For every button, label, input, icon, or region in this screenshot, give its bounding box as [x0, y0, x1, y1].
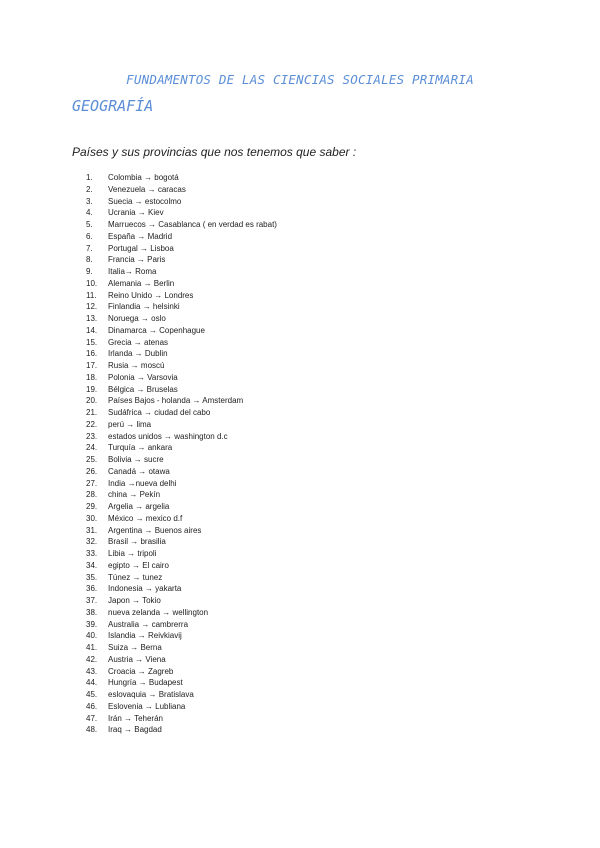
list-item-number: 12. [86, 302, 98, 312]
list-item-number: 44. [86, 678, 98, 688]
list-item-number: 41. [86, 643, 98, 652]
section-heading: GEOGRAFÍA [72, 97, 154, 115]
list-item-text: Polonia → Varsovia [108, 372, 178, 382]
list-item [86, 489, 277, 501]
list-item [86, 207, 277, 219]
list-item [86, 654, 277, 666]
list-item-text: Argentina → Buenos aires [108, 525, 202, 535]
list-item [86, 560, 277, 572]
list-item-number: 23. [86, 431, 98, 441]
list-item-number: 7. [86, 243, 93, 253]
list-item-text: Iraq → Bagdad [108, 725, 162, 735]
list-item [86, 466, 277, 478]
list-item-text: Dinamarca → Copenhague [108, 325, 205, 335]
list-item-number: 38. [86, 607, 98, 617]
list-item [86, 313, 277, 325]
list-item-number: 21. [86, 408, 98, 417]
list-item-text: Turquía → ankara [108, 443, 173, 453]
list-item-text: Australia → cambrerra [108, 619, 189, 629]
list-item-text: India →nueva delhi [108, 478, 177, 488]
list-item [86, 290, 277, 302]
list-item-number: 48. [86, 725, 98, 735]
list-item-number: 24. [86, 443, 98, 453]
list-item [86, 266, 277, 278]
list-item [86, 501, 277, 513]
list-item [86, 478, 277, 490]
list-item-number: 11. [86, 290, 97, 300]
list-item-text: Canadá → otawa [108, 466, 170, 476]
list-item [86, 572, 277, 584]
list-item [86, 325, 277, 337]
list-item-number: 5. [86, 220, 93, 229]
list-item-number: 33. [86, 549, 98, 558]
list-item-text: Indonesia → yakarta [108, 584, 182, 594]
list-item-text: Suiza → Berna [108, 643, 162, 652]
list-item-text: eslovaquia → Bratislava [108, 690, 194, 699]
list-item-text: Francia → Paris [108, 255, 166, 265]
list-item-text: Bélgica → Bruselas [108, 384, 178, 394]
list-item-text: Libia → tripoli [108, 549, 157, 558]
list-item-number: 10. [86, 278, 98, 288]
list-item-text: Reino Unido → Londres [108, 290, 194, 300]
list-item-text: Austria → Viena [108, 654, 166, 664]
list-item [86, 583, 277, 595]
list-item [86, 525, 277, 537]
list-item-text: china → Pekín [108, 490, 161, 500]
list-item-number: 2. [86, 184, 93, 194]
list-item [86, 172, 277, 184]
list-item-number: 40. [86, 631, 98, 641]
list-item [86, 713, 277, 725]
list-item-number: 14. [86, 325, 98, 335]
list-item [86, 724, 277, 736]
list-item [86, 301, 277, 313]
list-item-number: 22. [86, 419, 98, 429]
list-item-number: 18. [86, 372, 98, 382]
list-item-number: 20. [86, 396, 98, 406]
list-item-text: egipto → El cairo [108, 560, 169, 570]
list-item-text: Venezuela → caracas [108, 184, 186, 194]
list-item-text: Eslovenia → Lubliana [108, 701, 186, 711]
list-item [86, 360, 277, 372]
list-item [86, 701, 277, 713]
list-item [86, 348, 277, 360]
list-item-text: Brasil → brasilia [108, 537, 166, 547]
document-title: FUNDAMENTOS DE LAS CIENCIAS SOCIALES PRIMARIA [126, 72, 474, 87]
list-item-text: nueva zelanda → wellington [108, 607, 209, 617]
list-item-number: 28. [86, 490, 98, 500]
list-item [86, 536, 277, 548]
list-item-number: 36. [86, 584, 98, 594]
list-item-number: 46. [86, 701, 98, 711]
list-subtitle: Países y sus provincias que nos tenemos que saber : [72, 145, 357, 159]
list-item-text: estados unidos → washington d.c [108, 431, 228, 441]
list-item-text: Hungría → Budapest [108, 678, 183, 688]
list-item [86, 231, 277, 243]
list-item [86, 407, 277, 419]
list-item-number: 9. [86, 267, 93, 276]
list-item [86, 219, 277, 231]
list-item-number: 27. [86, 478, 98, 488]
list-item-number: 17. [86, 361, 98, 370]
list-item [86, 254, 277, 266]
list-item-text: Irlanda → Dublin [108, 349, 168, 359]
list-item [86, 619, 277, 631]
list-item-text: Colombia → bogotá [108, 173, 179, 182]
list-item-text: Alemania → Berlin [108, 278, 175, 288]
list-item [86, 278, 277, 290]
list-item-number: 3. [86, 196, 93, 206]
list-item [86, 196, 277, 208]
list-item-number: 13. [86, 314, 98, 323]
list-item [86, 184, 277, 196]
list-item [86, 548, 277, 560]
list-item-text: perú → lima [108, 419, 152, 429]
list-item-text: Noruega → oslo [108, 314, 166, 323]
list-item-number: 37. [86, 596, 98, 605]
list-item-text: Finlandia → helsinki [108, 302, 180, 312]
list-item-number: 42. [86, 654, 98, 664]
list-item [86, 243, 277, 255]
list-item [86, 677, 277, 689]
list-item-text: Sudáfrica → ciudad del cabo [108, 408, 211, 417]
list-item-number: 26. [86, 466, 98, 476]
list-item-number: 35. [86, 572, 98, 582]
list-item-text: Japon → Tokio [108, 596, 161, 605]
country-capital-list [86, 172, 277, 736]
list-item [86, 384, 277, 396]
list-item [86, 666, 277, 678]
list-item-number: 16. [86, 349, 98, 359]
list-item-text: Bolivia → sucre [108, 455, 164, 464]
list-item-text: Suecia → estocolmo [108, 196, 182, 206]
list-item-number: 31. [86, 525, 98, 535]
list-item-number: 45. [86, 690, 98, 699]
list-item [86, 595, 277, 607]
list-item [86, 513, 277, 525]
list-item-number: 39. [86, 619, 98, 629]
list-item-text: Argelia → argelia [108, 502, 170, 511]
list-item [86, 607, 277, 619]
list-item-text: Túnez → tunez [108, 572, 163, 582]
list-item-number: 32. [86, 537, 98, 547]
list-item-text: España → Madrid [108, 231, 173, 241]
list-item-number: 30. [86, 513, 98, 523]
list-item-number: 15. [86, 337, 98, 347]
list-item-number: 25. [86, 455, 98, 464]
list-item-number: 1. [86, 173, 93, 182]
list-item-text: México → mexico d.f [108, 513, 183, 523]
list-item [86, 454, 277, 466]
list-item [86, 431, 277, 443]
list-item-number: 6. [86, 231, 93, 241]
list-item-number: 43. [86, 666, 98, 676]
list-item-text: Italia→ Roma [108, 267, 157, 276]
list-item [86, 630, 277, 642]
list-item [86, 337, 277, 349]
list-item-number: 8. [86, 255, 93, 265]
list-item-text: Rusia → moscú [108, 361, 165, 370]
list-item-text: Irán → Teherán [108, 713, 163, 723]
list-item [86, 395, 277, 407]
list-item-number: 29. [86, 502, 98, 511]
list-item-text: Portugal → Lisboa [108, 243, 174, 253]
list-item-text: Países Bajos - holanda → Amsterdam [108, 396, 244, 406]
list-item-text: Ucrania → Kiev [108, 208, 164, 218]
list-item-number: 19. [86, 384, 98, 394]
list-item [86, 419, 277, 431]
list-item-text: Islandia → Reivkiavij [108, 631, 182, 641]
list-item-number: 4. [86, 208, 93, 218]
list-item-number: 47. [86, 713, 98, 723]
list-item [86, 372, 277, 384]
list-item [86, 642, 277, 654]
list-item-text: Marruecos → Casablanca ( en verdad es rabat) [108, 220, 277, 229]
list-item [86, 689, 277, 701]
list-item-text: Grecia → atenas [108, 337, 169, 347]
list-item [86, 442, 277, 454]
list-item-text: Croacia → Zagreb [108, 666, 174, 676]
list-item-number: 34. [86, 560, 98, 570]
